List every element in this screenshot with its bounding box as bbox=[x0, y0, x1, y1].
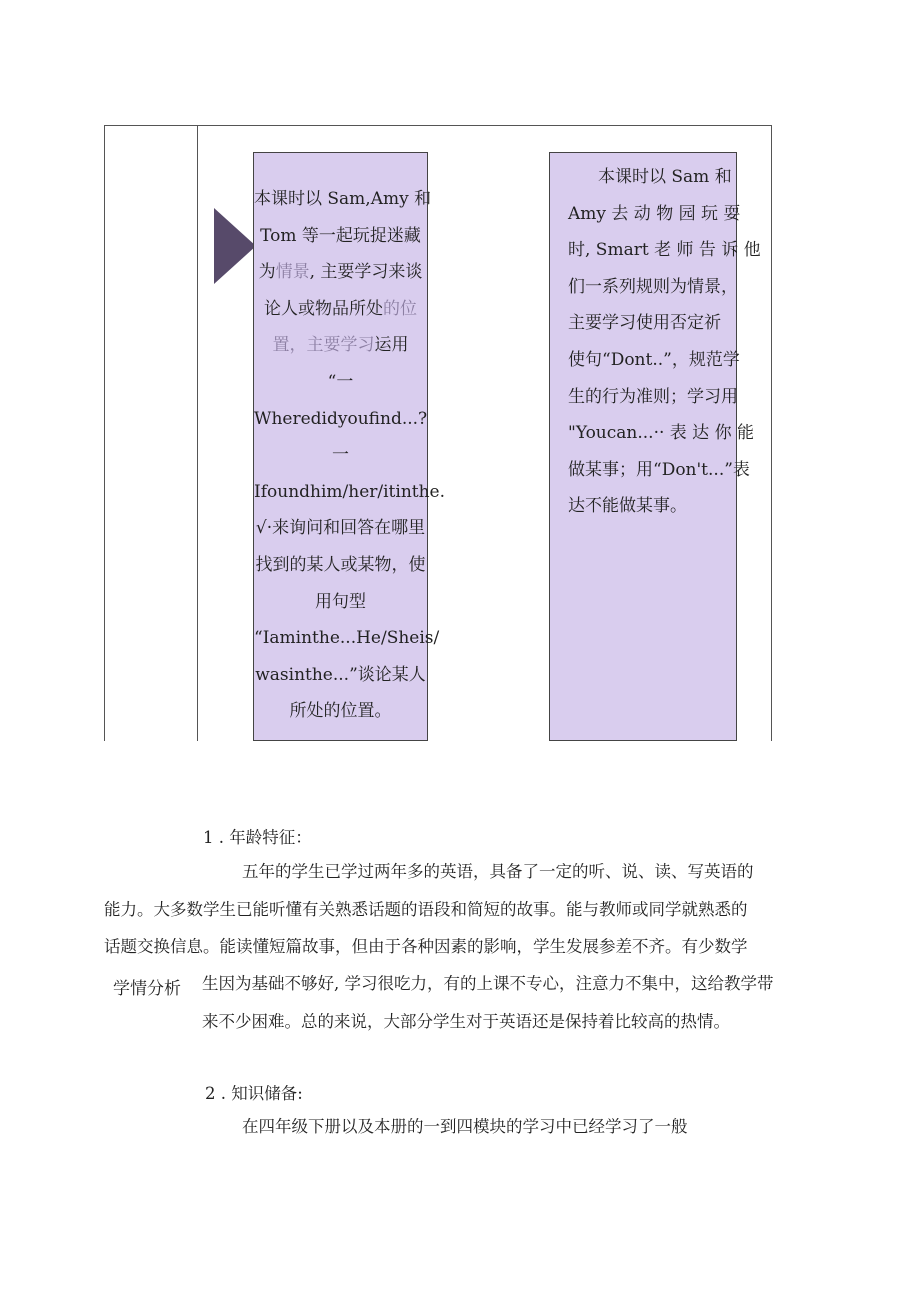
left-box-line: 一 bbox=[332, 445, 349, 466]
heading-knowledge-reserve: 2 . 知识储备: bbox=[205, 1084, 303, 1103]
left-box-text: 运用 bbox=[374, 335, 409, 356]
right-box-line: 做某事；用“Don't...”表 bbox=[568, 459, 750, 480]
left-box-text-highlight: 情景 bbox=[275, 262, 310, 283]
lesson-description-box-right bbox=[549, 152, 761, 741]
paragraph-line: 来不少困难。总的来说，大部分学生对于英语还是保持着比较高的热情。 bbox=[202, 1012, 730, 1031]
left-box-line: √·来询问和回答在哪里 bbox=[255, 518, 426, 539]
left-box-text: 为 bbox=[258, 262, 276, 283]
section-label-learner-analysis: 学情分析 bbox=[113, 979, 181, 999]
left-box-line: Tom 等一起玩捉迷藏 bbox=[260, 225, 421, 246]
paragraph-line: 话题交换信息。能读懂短篇故事，但由于各种因素的影响，学生发展参差不齐。有少数学 bbox=[104, 937, 748, 956]
paragraph-line: 生因为基础不够好, 学习很吃力，有的上课不专心，注意力不集中，这给教学带 bbox=[202, 974, 774, 993]
right-box-line: Amy 去 动 物 园 玩 耍 bbox=[568, 203, 741, 224]
right-box-line: 生的行为准则；学习用 bbox=[568, 386, 738, 407]
left-box-line bbox=[254, 291, 427, 328]
right-box-line: 主要学习使用否定祈 bbox=[568, 313, 721, 334]
left-box-text: 论人或物品所处 bbox=[264, 298, 383, 319]
paragraph-line: 在四年级下册以及本册的一到四模块的学习中已经学习了一般 bbox=[242, 1117, 688, 1136]
paragraph-line: 能力。大多数学生已能听懂有关熟悉话题的语段和简短的故事。能与教师或同学就熟悉的 bbox=[104, 900, 748, 919]
left-box-line: “一 bbox=[327, 371, 354, 392]
left-box-text: , 主要学习来谈 bbox=[309, 262, 423, 283]
right-box-line: 们一系列规则为情景， bbox=[568, 276, 738, 297]
table-right-border bbox=[771, 125, 772, 741]
left-box-line: Wheredidyoufind...? bbox=[254, 408, 428, 429]
heading-age-characteristics: 1 . 年龄特征： bbox=[203, 828, 312, 847]
right-box-line: "Youcan...·· 表 达 你 能 bbox=[568, 423, 754, 444]
left-box-line: wasinthe...”谈论某人 bbox=[255, 664, 426, 685]
left-box-text-highlight: 置，主要学习 bbox=[272, 335, 375, 356]
right-box-line: 时, Smart 老 师 告 诉 他 bbox=[568, 240, 761, 261]
left-box-line: Ifoundhim/her/itinthe. bbox=[254, 481, 446, 502]
paragraph-line: 五年的学生已学过两年多的英语，具备了一定的听、说、读、写英语的 bbox=[242, 862, 754, 881]
table-top-border bbox=[104, 125, 772, 126]
left-box-line: 所处的位置。 bbox=[289, 701, 392, 722]
left-box-line bbox=[254, 254, 427, 291]
lesson-description-box-left bbox=[253, 152, 446, 741]
left-box-line: 找到的某人或某物，使 bbox=[255, 554, 426, 575]
table-left-border bbox=[104, 125, 105, 741]
left-box-line: “Iaminthe...He∕Sheis/ bbox=[254, 628, 440, 649]
right-box-line: 本课时以 Sam 和 bbox=[598, 167, 732, 187]
right-box-line: 使句“Dont..”，规范学 bbox=[568, 349, 740, 370]
left-box-line: 用句型 bbox=[315, 591, 366, 612]
left-box-text-highlight: 的位 bbox=[383, 298, 417, 319]
arrow-triangle-icon bbox=[214, 208, 256, 284]
table-column-divider bbox=[197, 125, 198, 741]
left-box-line: 本课时以 Sam,Amy 和 bbox=[254, 189, 432, 209]
left-box-line bbox=[254, 327, 427, 364]
right-box-line: 达不能做某事。 bbox=[568, 496, 687, 517]
